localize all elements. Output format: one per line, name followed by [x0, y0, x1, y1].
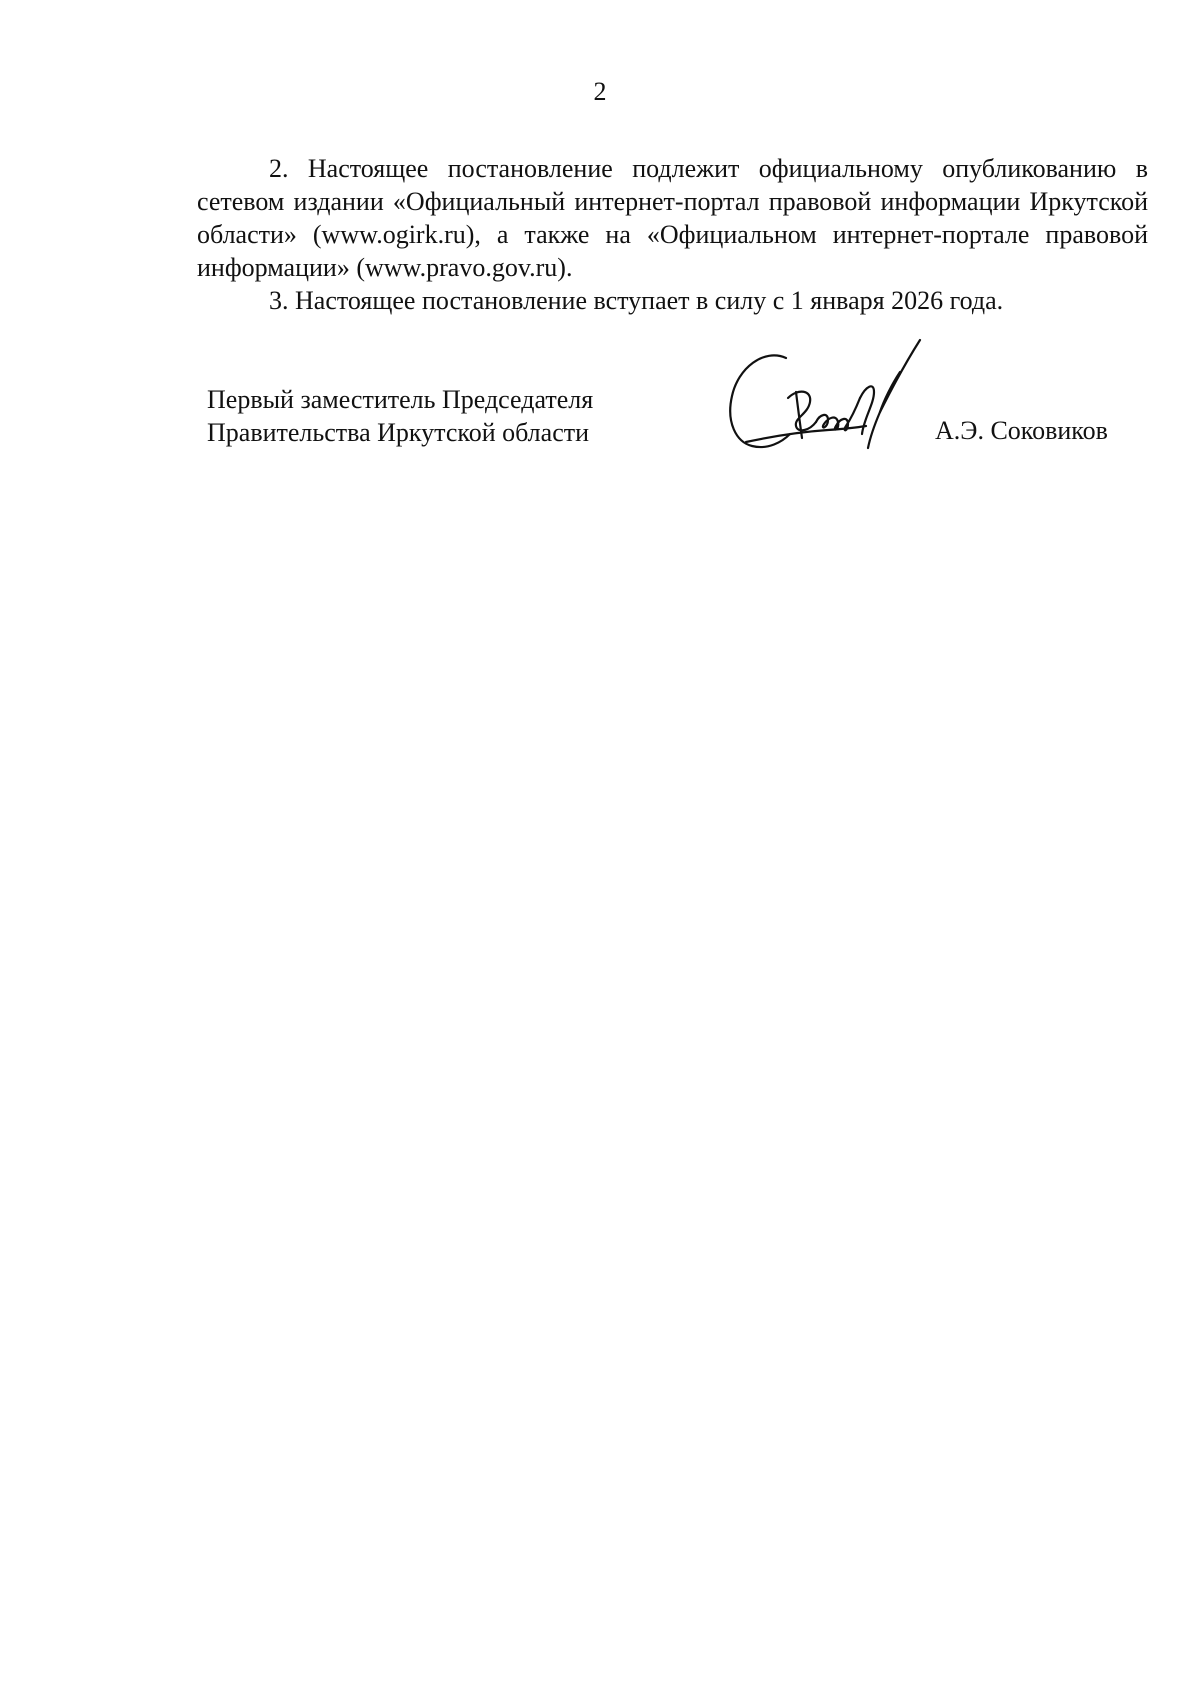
page-number: 2 — [593, 77, 607, 106]
signatory-position — [207, 383, 593, 449]
signatory-position-line-2: Правительства Иркутской области — [207, 418, 590, 447]
document-body — [197, 152, 1148, 317]
handwritten-signature-icon — [724, 338, 924, 466]
paragraph-effective-date: 3. Настоящее постановление вступает в силу с 1 января 2026 года. — [269, 286, 1004, 315]
paragraph-publication: 2. Настоящее постановление подлежит официальному опубликованию в сетевом издании «Официальный интернет-портал правовой информации Иркутской области» (www.ogirk.ru), а также на «Официальном интернет-портале правовой информации» (www.pravo.gov.ru). — [197, 154, 1148, 282]
signatory-name: А.Э. Соковиков — [935, 416, 1108, 445]
signatory-position-line-1: Первый заместитель Председателя — [207, 385, 594, 414]
